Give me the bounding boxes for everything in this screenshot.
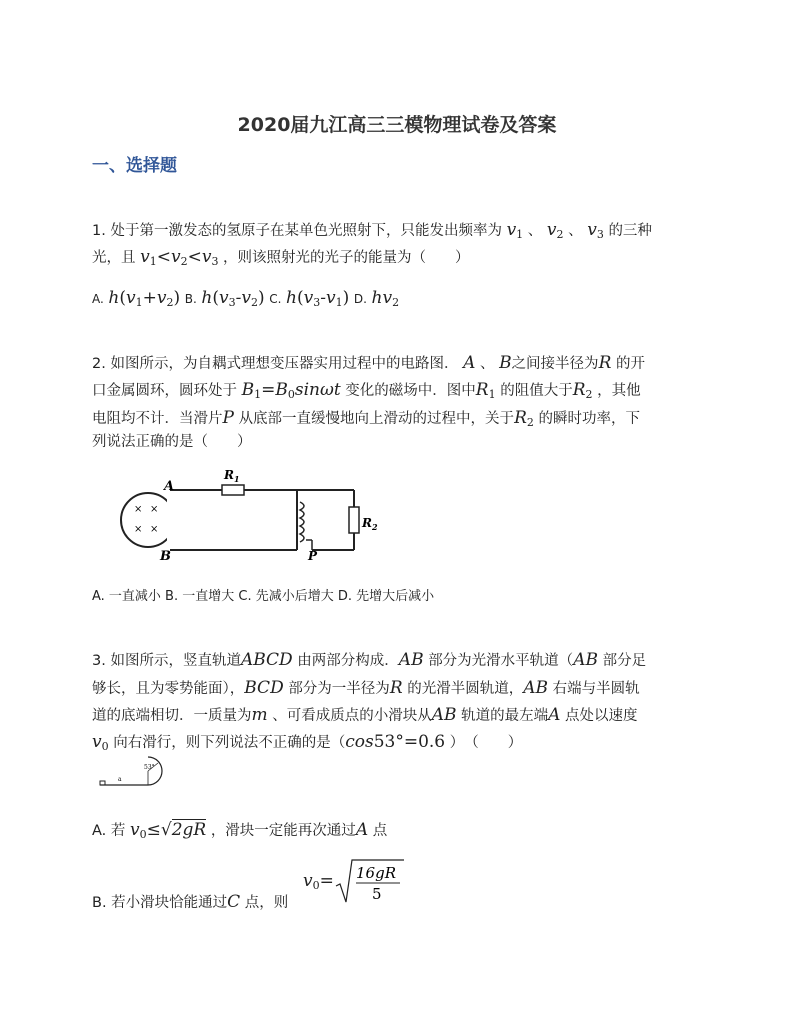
q2-options: A. 一直减小 B. 一直增大 C. 先减小后增大 D. 先增大后减小	[92, 589, 435, 604]
svg-text:×: ×	[134, 524, 143, 535]
svg-text:R1: $R_1$	[224, 468, 240, 484]
svg-text:5: 5	[371, 885, 382, 903]
svg-text:B: B	[160, 549, 171, 564]
q3-line-2: 够长，且为零势能面），BCD 部分为一半径为R 的光滑半圆轨道，AB 右端与半圆轨	[92, 678, 640, 698]
svg-text:a: a	[118, 776, 122, 783]
svg-text:R2: $R_2$	[362, 516, 378, 532]
q2-line-4: 列说法正确的是（ ）	[92, 434, 252, 450]
svg-text:×: ×	[150, 524, 159, 535]
q3-option-b: B. 若小滑块恰能通过C 点，则	[92, 892, 289, 912]
svg-text:A: A	[164, 479, 175, 494]
q3-formula-b: $v_0=$ 16gR 5	[303, 858, 404, 904]
svg-text:16gR: 16gR	[355, 864, 396, 882]
track-diagram	[98, 755, 168, 795]
q3-option-a: A. 若 $v_0\le√2gR$ ，滑块一定能再次通过A 点	[92, 820, 388, 841]
coil-icon	[300, 502, 304, 542]
svg-text:53°: 53°	[144, 764, 155, 771]
svg-text:×: ×	[150, 504, 159, 515]
svg-text:P: P	[308, 549, 318, 563]
r1-resistor	[222, 485, 244, 495]
page-title: 2020届九江高三三模物理试卷及答案	[237, 114, 557, 136]
r2-resistor	[349, 507, 359, 533]
q3-line-1: 3. 如图所示，竖直轨道ABCD 由两部分构成．AB 部分为光滑水平轨道（AB 部分足	[92, 650, 647, 670]
q1-line-1: 1. 处于第一激发态的氢原子在某单色光照射下，只能发出频率为 $v_1$ 、 $v_2$ 、 $v_3$ 的三种	[92, 220, 652, 241]
q3-line-4: $v_0$ 向右滑行，则下列说法不正确的是（cos53°=0.6 ） （ ）	[92, 732, 523, 753]
q2-line-2: 口金属圆环，圆环处于 $B_1=B_0\sin\omega t$ 变化的磁场中．图中$R_1$ 的阻值大于$R_2$ ，其他	[92, 380, 641, 401]
q1-options: A. $h(v_1+v_2)$ B. $h(v_3-v_2)$ C. $h(v_3-v_1)$ D. $hv_2$	[92, 288, 400, 309]
section-heading: 一、选择题	[92, 156, 177, 176]
q2-line-1: 2. 如图所示，为自耦式理想变压器实用过程中的电路图． A 、 B之间接半径为R 的开	[92, 353, 645, 373]
svg-text:×: ×	[134, 504, 143, 515]
circuit-diagram	[112, 462, 382, 570]
sqrt-fraction	[334, 858, 404, 904]
q3-line-3: 道的底端相切．一质量为m 、可看成质点的小滑块从AB 轨道的最左端A 点处以速度	[92, 705, 638, 725]
q2-line-3: 电阻均不计．当滑片P 从底部一直缓慢地向上滑动的过程中，关于$R_2$ 的瞬时功率，下	[92, 408, 640, 429]
q1-line-2: 光，且 $v_1<v_2<v_3$ ，则该照射光的光子的能量为（ ）	[92, 247, 470, 268]
